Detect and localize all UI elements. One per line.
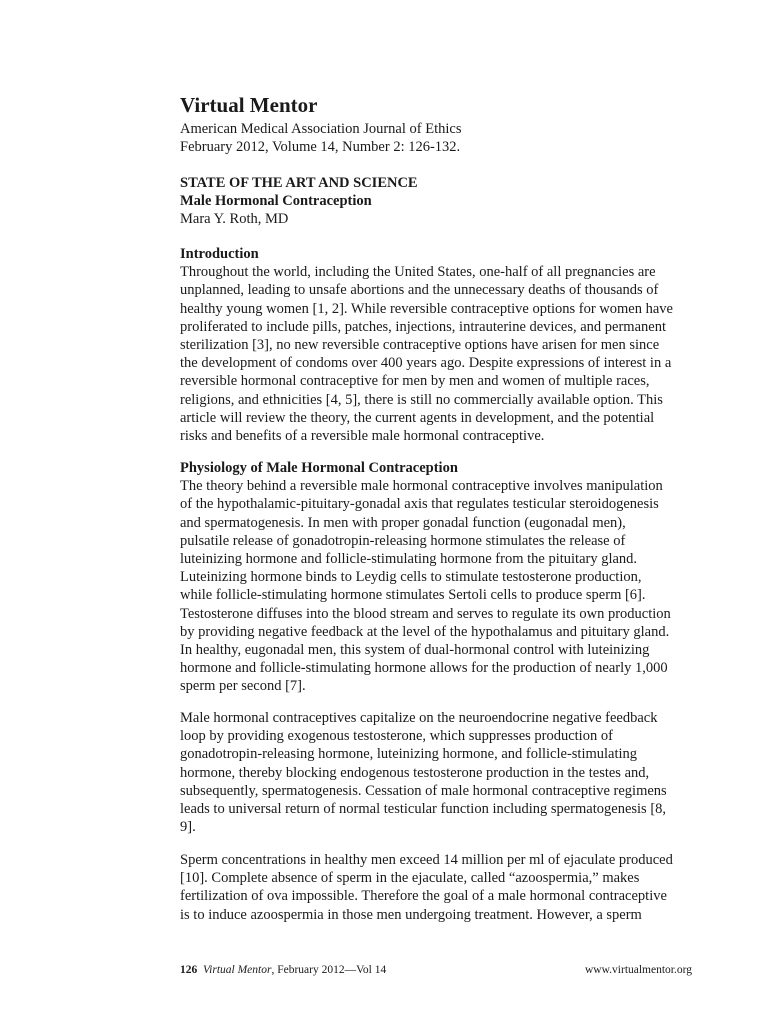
text-line: Luteinizing hormone binds to Leydig cells to stimulate testosterone production, (180, 569, 642, 586)
section-label: STATE OF THE ART AND SCIENCE (180, 175, 418, 191)
text-line: unplanned, leading to unsafe abortions and the unnecessary deaths of thousands of (180, 282, 659, 299)
journal-title: Virtual Mentor (180, 93, 318, 117)
text-line: In healthy, eugonadal men, this system of dual-hormonal control with luteinizing (180, 641, 650, 658)
text-line: hormone, thereby blocking endogenous testosterone production in the testes and, (180, 764, 650, 781)
text-line: sperm per second [7]. (180, 678, 306, 695)
text-line: hormone and follicle-stimulating hormone allows for the production of nearly 1,000 (180, 660, 668, 677)
issue-line: February 2012, Volume 14, Number 2: 126-132. (180, 139, 461, 155)
text-line: fertilization of ova impossible. Therefore the goal of a male hormonal contraceptive (180, 888, 667, 905)
journal-meta (180, 120, 461, 156)
page-number: 126 (180, 964, 198, 976)
text-line: Throughout the world, including the United States, one-half of all pregnancies are (180, 264, 656, 281)
text-line: loop by providing exogenous testosterone, which suppresses production of (180, 728, 613, 745)
text-line: religions, and ethnicities [4, 5], there is still no commercially available option. This (180, 391, 663, 408)
footer-issue-info: , February 2012—Vol 14 (271, 964, 387, 976)
section-introduction (180, 245, 673, 445)
text-line: by providing negative feedback at the level of the hypothalamus and pituitary gland. (180, 623, 670, 640)
text-line: Testosterone diffuses into the blood stream and serves to regulate its own production (180, 605, 671, 622)
text-line: is to induce azoospermia in those men undergoing treatment. However, a sperm (180, 906, 642, 923)
text-line: 9]. (180, 819, 196, 836)
text-line: sterilization [3], no new reversible contraceptive options have arisen for men since (180, 336, 660, 353)
text-line: Sperm concentrations in healthy men exceed 14 million per ml of ejaculate produced (180, 852, 673, 868)
text-line: Male hormonal contraceptives capitalize on the neuroendocrine negative feedback (180, 710, 658, 726)
article-header (180, 174, 418, 228)
text-line: risks and benefits of a reversible male hormonal contraceptive. (180, 427, 545, 444)
text-line: pulsatile release of gonadotropin-releasing hormone stimulates the release of (180, 532, 626, 549)
section-heading: Physiology of Male Hormonal Contraception (180, 460, 458, 476)
footer-citation (180, 963, 386, 977)
text-line: proliferated to include pills, patches, injections, intrauterine devices, and permanent (180, 318, 666, 335)
text-line: reversible hormonal contraceptive for men by men and women of multiple races, (180, 373, 650, 390)
text-line: subsequently, spermatogenesis. Cessation of male hormonal contraceptive regimens (180, 782, 667, 799)
text-line: while follicle-stimulating hormone stimulates Sertoli cells to produce sperm [6]. (180, 587, 646, 604)
article-title: Male Hormonal Contraception (180, 193, 372, 209)
text-line: [10]. Complete absence of sperm in the ejaculate, called “azoospermia,” makes (180, 870, 640, 887)
journal-subtitle: American Medical Association Journal of Ethics (180, 121, 462, 137)
article-author: Mara Y. Roth, MD (180, 211, 289, 227)
footer-journal-name: Virtual Mentor (203, 964, 272, 976)
paragraph-sperm (180, 851, 673, 924)
text-line: of the hypothalamic-pituitary-gonadal axis that regulates testicular steroidogenesis (180, 496, 659, 513)
text-line: and spermatogenesis. In men with proper gonadal function (eugonadal men), (180, 514, 626, 531)
text-line: luteinizing hormone and follicle-stimulating hormone from the pituitary gland. (180, 550, 638, 567)
text-line: healthy young women [1, 2]. While reversible contraceptive options for women have (180, 300, 673, 317)
footer-website-link[interactable]: www.virtualmentor.org (585, 964, 692, 976)
text-line: leads to universal return of normal testicular function including spermatogenesis [8, (180, 800, 667, 817)
text-line: the development of condoms over 400 years ago. Despite expressions of interest in a (180, 355, 672, 372)
paragraph-feedback (180, 709, 667, 836)
text-line: gonadotropin-releasing hormone, luteinizing hormone, and follicle-stimulating (180, 746, 638, 763)
text-line: article will review the theory, the current agents in development, and the potential (180, 409, 655, 426)
section-physiology (180, 459, 671, 695)
section-heading: Introduction (180, 246, 259, 262)
text-line: The theory behind a reversible male hormonal contraceptive involves manipulation (180, 478, 663, 495)
